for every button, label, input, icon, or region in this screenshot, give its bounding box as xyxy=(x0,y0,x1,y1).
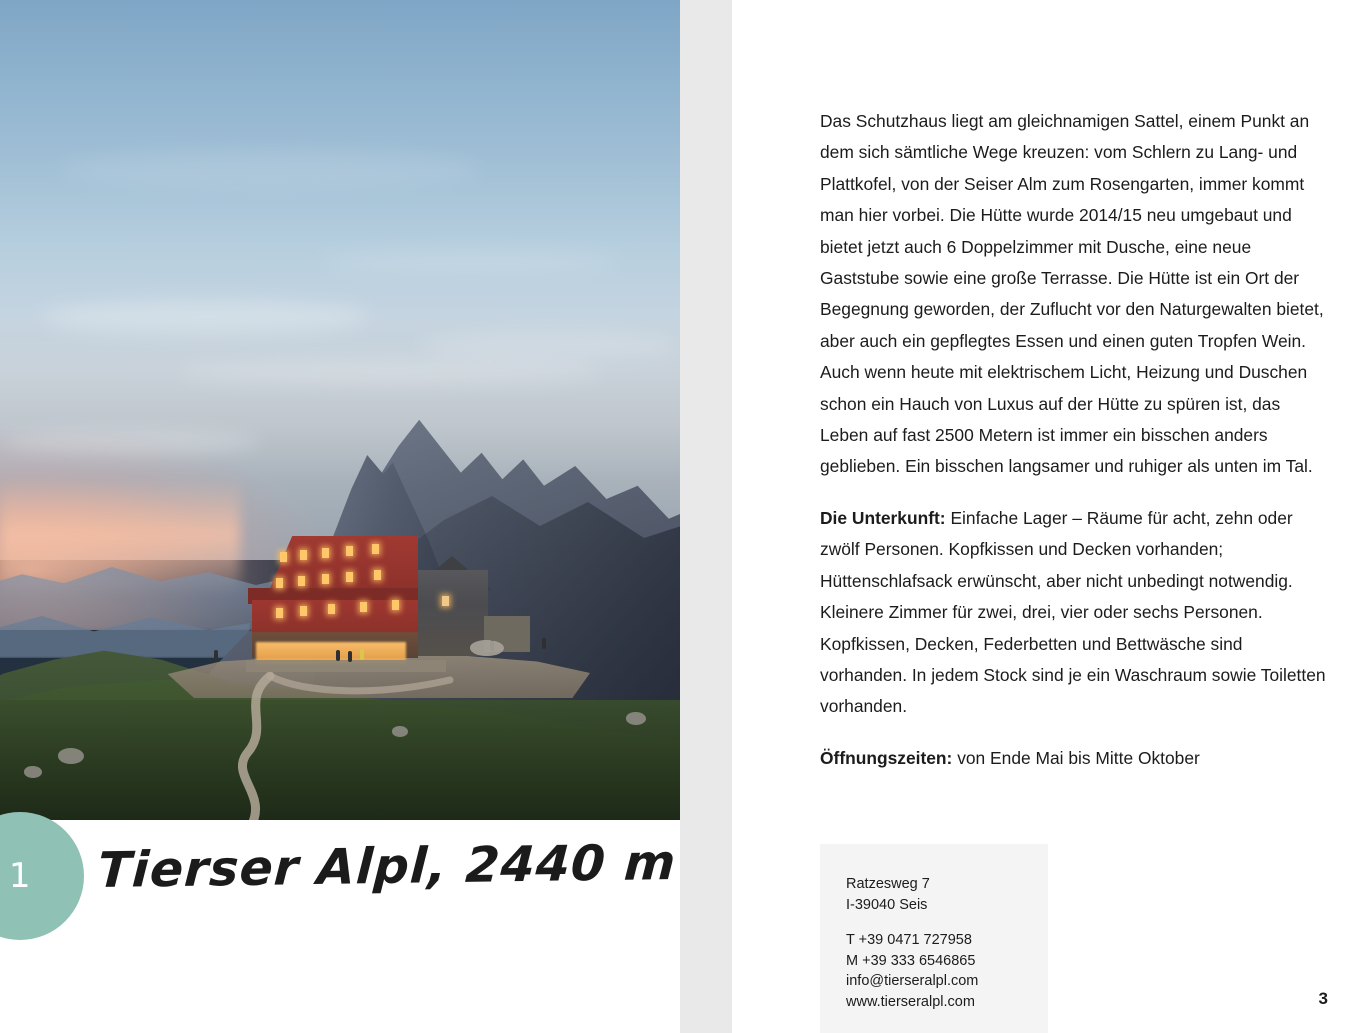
window-light xyxy=(328,604,335,614)
paragraph-intro xyxy=(820,106,1326,483)
window-light xyxy=(322,574,329,584)
rock xyxy=(58,748,84,764)
terrace-deck xyxy=(246,660,446,672)
page-gutter xyxy=(680,0,732,1033)
chapter-number-badge xyxy=(0,812,84,940)
cloud-icon xyxy=(420,330,680,360)
contact-card xyxy=(820,844,1048,1033)
cloud-icon xyxy=(40,300,370,334)
page-title: Tierser Alpl, 2440 m xyxy=(96,833,678,900)
cloud-icon xyxy=(0,430,260,454)
rock xyxy=(470,640,504,656)
contact-spacer xyxy=(846,915,1022,930)
paragraph-intro-text: Das Schutzhaus liegt am gleichnamigen Sattel, einem Punkt an dem sich sämtliche Wege kreuzen: vom Schlern zu Lang- und Plattkofel, von der Seiser Alm zum Rosengarten, immer kommt man hier vorbei. Die Hütte wurde 2014/15 neu umgebaut und bietet jetzt auch 6 Doppelzimmer mit Dusche, eine neue Gaststube sowie eine große Terrasse. Die Hütte ist ein Ort der Begegnung geworden, der Zuflucht vor den Naturgewalten bietet, aber auch ein gepflegtes Essen und einen guten Tropfen Wein. Auch wenn heute mit elektrischem Licht, Heizung und Duschen schon ein Hauch von Luxus auf der Hütte zu spüren ist, das Leben auf fast 2500 Metern ist immer ein bisschen anders geblieben. Ein bisschen langsamer und ruhiger als unten im Tal. xyxy=(820,111,1324,477)
unterkunft-text: Einfache Lager – Räume für acht, zehn oder zwölf Personen. Kopfkissen und Decken vorhanden; Hüttenschlafsack erwünscht, aber nicht unbedingt notwendig. Kleinere Zimmer für zwei, drei, vier oder sechs Personen. Kopfkissen, Decken, Federbetten und Bettwäsche sind vorhanden. In jedem Stock sind je ein Waschraum sowie Toiletten vorhanden. xyxy=(820,507,1326,717)
page-number: 3 xyxy=(1318,989,1328,1008)
window-light xyxy=(298,576,305,586)
rock xyxy=(24,766,42,778)
oeffnungszeiten-label: Öffnungszeiten: xyxy=(820,747,953,768)
window-light xyxy=(276,578,283,588)
cloud-icon xyxy=(180,360,600,386)
window-light xyxy=(372,544,379,554)
cloud-icon xyxy=(320,250,620,272)
hut-title-area xyxy=(0,820,680,1033)
contact-phone: T +39 0471 727958 xyxy=(846,932,972,948)
window-light xyxy=(300,606,307,616)
rock xyxy=(392,726,408,737)
person-figure xyxy=(360,649,364,660)
window-light xyxy=(322,548,329,558)
cloud-icon xyxy=(60,150,480,190)
window-light xyxy=(300,550,307,560)
window-light xyxy=(374,570,381,580)
contact-website[interactable]: www.tierseralpl.com xyxy=(846,993,975,1010)
window-light xyxy=(276,608,283,618)
window-light xyxy=(392,600,399,610)
rock xyxy=(626,712,646,725)
contact-city: I-39040 Seis xyxy=(846,896,928,913)
contact-email[interactable]: info@tierseralpl.com xyxy=(846,973,979,989)
window-light xyxy=(442,596,449,606)
window-light xyxy=(280,552,287,562)
mountain-hut-at-dusk-photo xyxy=(0,0,680,820)
person-figure xyxy=(542,638,546,649)
right-page xyxy=(732,0,1358,1033)
hiking-path xyxy=(120,670,540,820)
window-light xyxy=(360,602,367,612)
person-figure xyxy=(336,650,340,661)
contact-street: Ratzesweg 7 xyxy=(846,876,930,892)
window-light xyxy=(346,572,353,582)
chapter-number: 1 xyxy=(8,856,32,896)
person-figure xyxy=(348,651,352,662)
window-light xyxy=(346,546,353,556)
oeffnungszeiten-text: von Ende Mai bis Mitte Oktober xyxy=(952,747,1200,768)
person-figure xyxy=(214,650,218,661)
unterkunft-label: Die Unterkunft: xyxy=(820,507,946,528)
body-text-column xyxy=(820,106,1326,794)
paragraph-unterkunft xyxy=(820,503,1326,723)
contact-mobile: M +39 333 6546865 xyxy=(846,952,976,969)
paragraph-oeffnungszeiten xyxy=(820,743,1326,774)
